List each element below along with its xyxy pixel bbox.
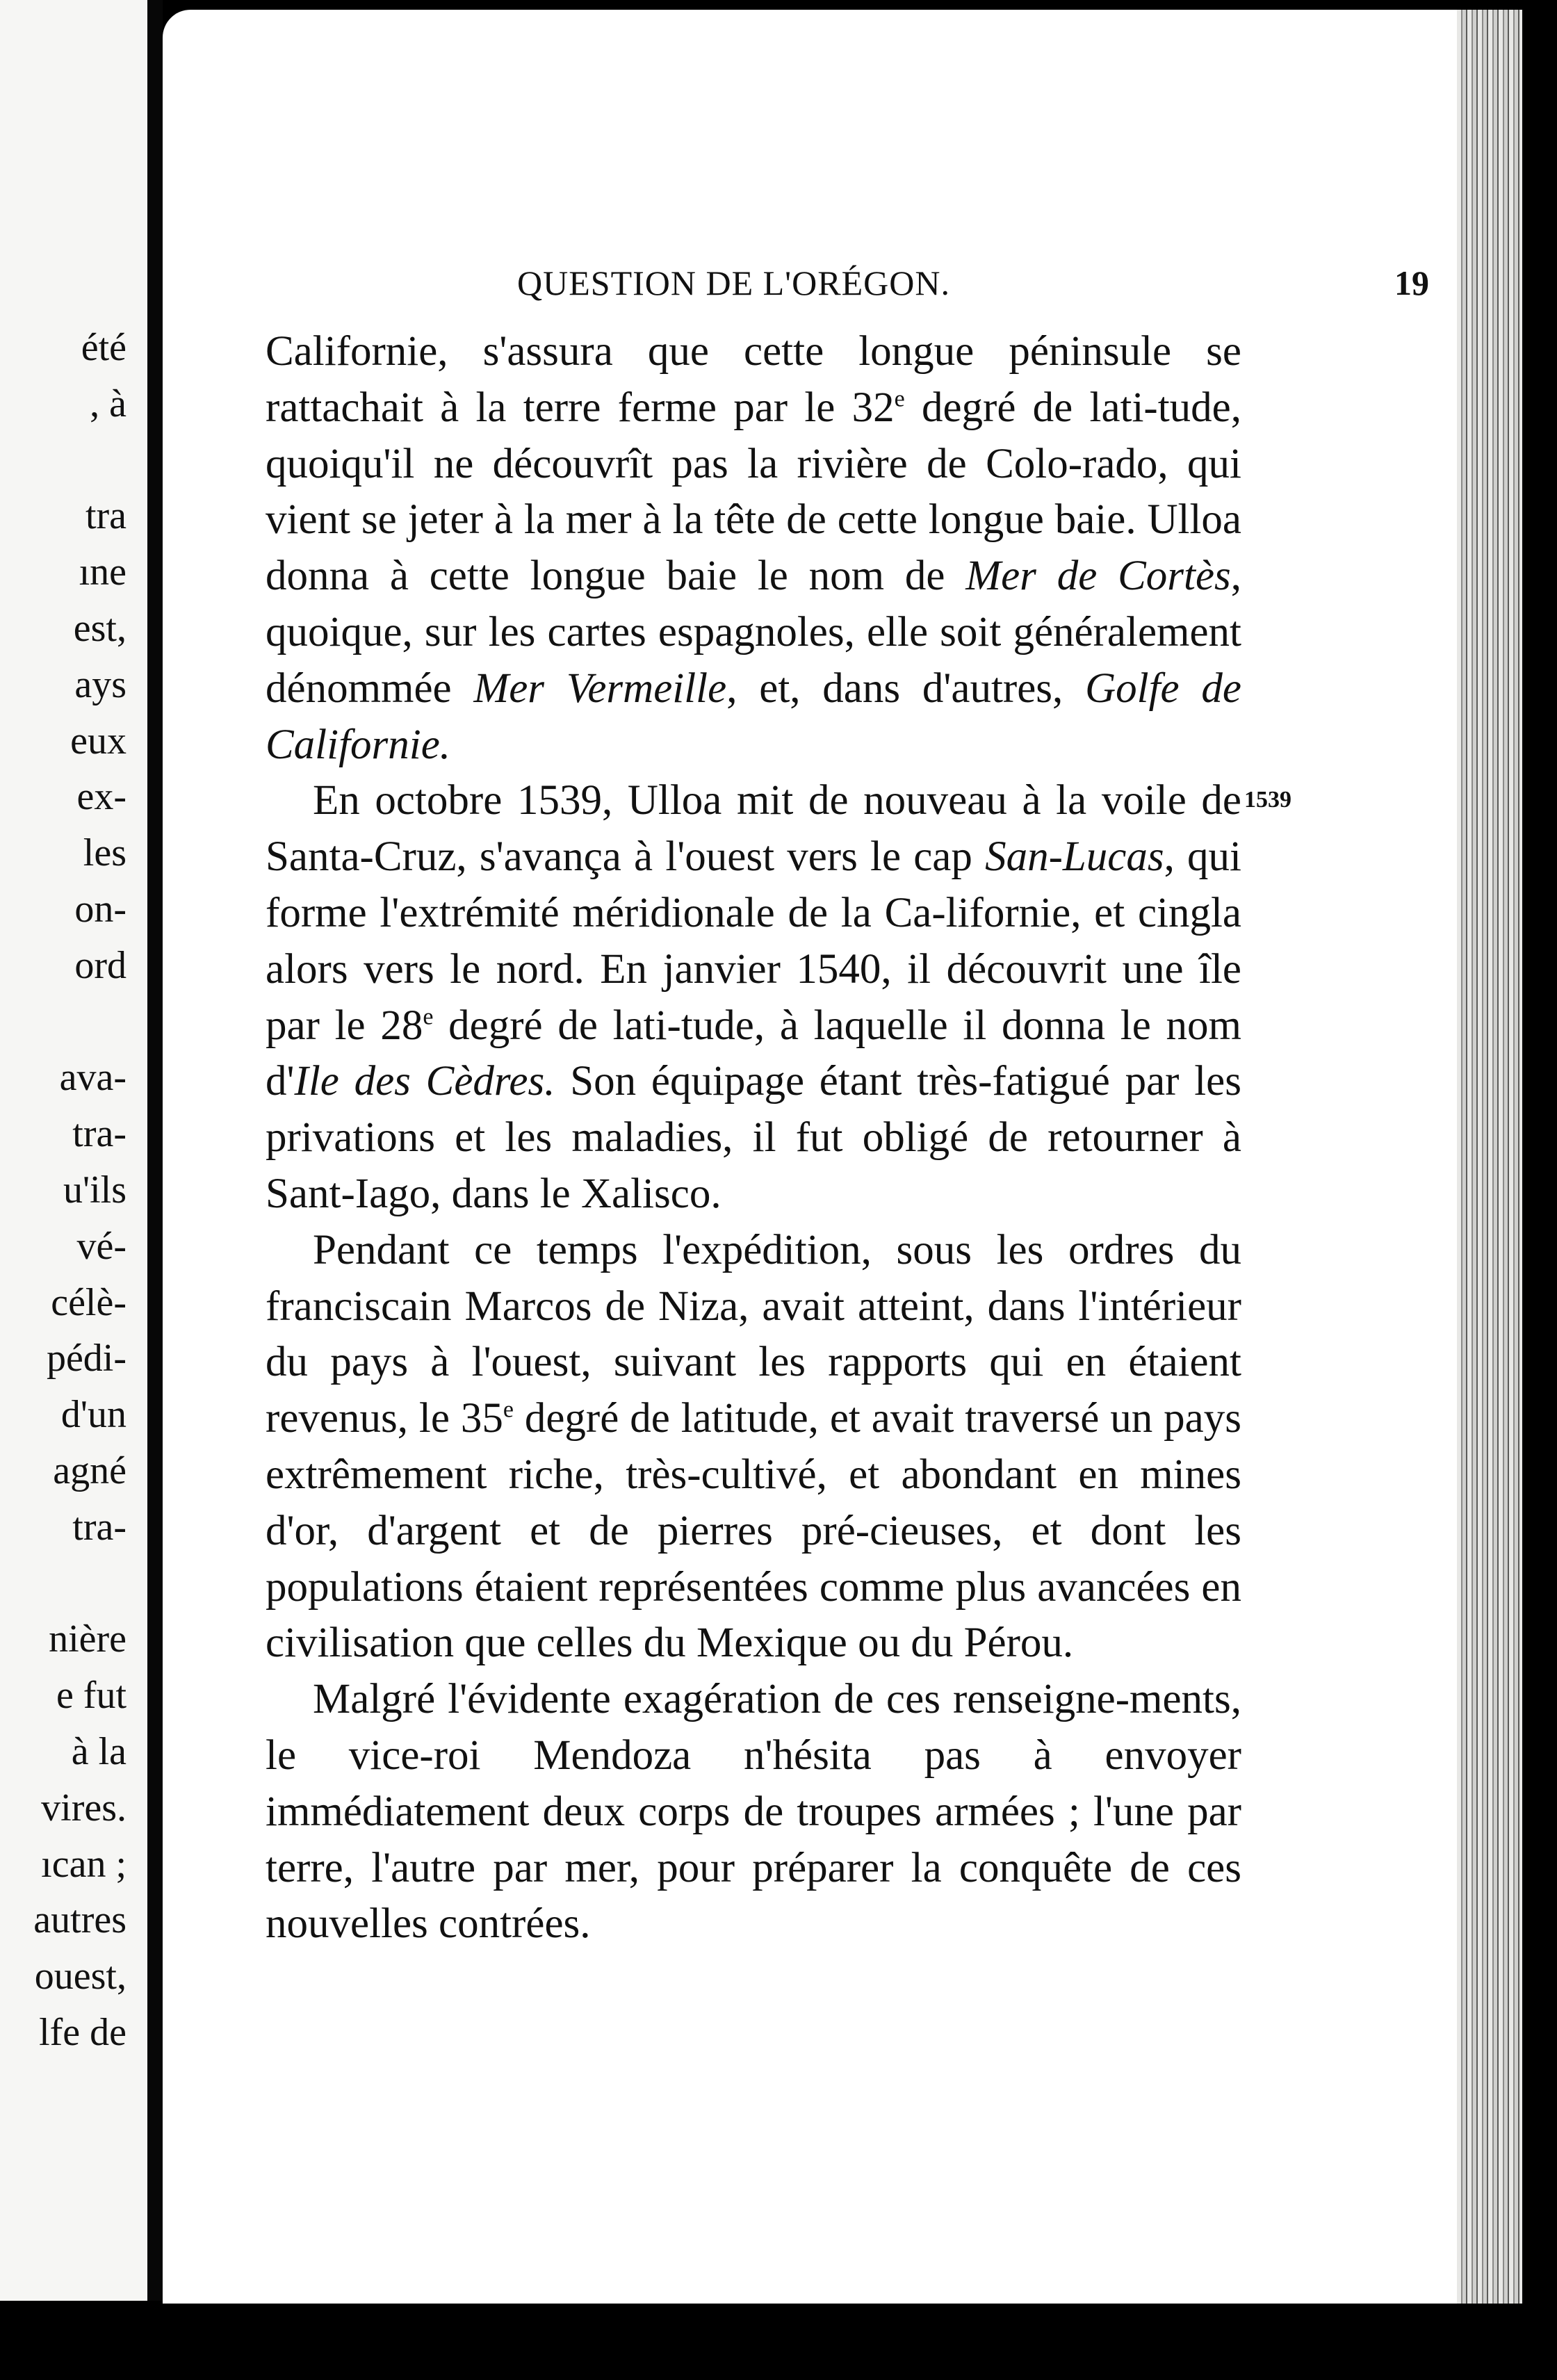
body-text: [266, 324, 1241, 1953]
previous-page-line: ava-: [59, 1056, 127, 1100]
previous-page-line: agné: [53, 1449, 127, 1492]
previous-page-line: autres: [33, 1898, 127, 1942]
previous-page-line: ıcan ;: [41, 1842, 127, 1886]
p4-text: Malgré l'évidente exagération de ces renseigne-ments, le vice-roi Mendoza n'hésita pas à envoyer immédiatement deux corps de troupes armées ; l'une par terre, l'autre par mer, pour préparer la conquête de ces nouvelles contrées.: [266, 1676, 1241, 1948]
p1-text-d: , et, dans d'autres,: [726, 665, 1086, 712]
paragraph-4: [266, 1672, 1241, 1953]
p1-italic-mer-vermeille: Mer Vermeille: [473, 665, 727, 712]
previous-page-line: tra-: [72, 1112, 127, 1156]
previous-page-line: été: [81, 326, 127, 369]
scan-bottom-strip: [0, 2304, 1557, 2380]
p1-italic-golfe: Golfe de Californie.: [266, 665, 1241, 768]
p3-text-b: degré de latitude, et avait traversé un pays extrêmement riche, très-cultivé, et abondant en mines d'or, d'argent et de pierres pré-cieuses, et dont les populations étaient représentées comme plus avancées en civilisation que celles du Mexique ou du Pérou.: [266, 1395, 1241, 1667]
previous-page-line: ays: [74, 662, 127, 706]
previous-page-line: u'ils: [63, 1168, 127, 1212]
previous-page-line: e fut: [56, 1674, 127, 1718]
margin-note-year: 1539: [1244, 787, 1291, 813]
p3-sup: e: [503, 1396, 514, 1423]
p2-text-a: En octobre 1539, Ulloa mit de nouveau à la voile de Santa-Cruz, s'avança à l'ouest vers le cap: [266, 777, 1241, 881]
previous-page-line: célè-: [51, 1280, 127, 1324]
paragraph-2: [266, 773, 1241, 1222]
p1-italic-mer-de-cortes: Mer de Cortès: [965, 553, 1231, 600]
p1-text-c: , quoique, sur les cartes espagnoles, elle soit généralement dénommée: [266, 553, 1242, 712]
previous-page-line: est,: [73, 607, 127, 650]
previous-page-line: à la: [71, 1730, 127, 1773]
previous-page-line: vires.: [41, 1786, 127, 1829]
previous-page-line: d'un: [60, 1393, 127, 1437]
p2-sup: e: [423, 1004, 434, 1030]
paragraph-3: [266, 1223, 1241, 1672]
p2-text-c: degré de lati-tude, à laquelle il donna le nom d': [266, 1002, 1241, 1105]
p1-text-b: degré de lati-tude, quoiqu'il ne découvrît pas la rivière de Colo-rado, qui vient se jeter à la mer à la tête de cette longue baie. Ulloa donna à cette longue baie le nom de: [266, 384, 1241, 600]
previous-page-line: on-: [74, 888, 127, 931]
p2-italic-ile-des-cedres: Ile des Cèdres.: [294, 1058, 555, 1105]
previous-page-line: tra-: [72, 1505, 127, 1549]
p2-text-d: Son équipage étant très-fatigué par les privations et les maladies, il fut obligé de retourner à Sant-Iago, dans le Xalisco.: [266, 1058, 1241, 1217]
p3-text-a: Pendant ce temps l'expédition, sous les ordres du franciscain Marcos de Niza, avait atteint, dans l'intérieur du pays à l'ouest, suivant les rapports qui en étaient revenus, le 35: [266, 1226, 1241, 1442]
p2-text-b: , qui forme l'extrémité méridionale de la Ca-lifornie, et cingla alors vers le nord. En janvier 1540, il découvrit une île par le 28: [266, 833, 1242, 1049]
p1-sup: e: [894, 386, 905, 412]
book-page: [163, 10, 1457, 2304]
previous-page-line: ex-: [76, 775, 127, 819]
previous-page-line: , à: [90, 382, 127, 425]
page-edges: [1457, 10, 1522, 2304]
previous-page-edge: [0, 0, 147, 2301]
previous-page-line: lfe de: [39, 2011, 127, 2054]
previous-page-line: vé-: [76, 1224, 127, 1268]
running-title: QUESTION DE L'ORÉGON.: [517, 263, 951, 302]
p2-italic-san-lucas: San-Lucas: [985, 833, 1164, 881]
previous-page-line: ord: [74, 943, 127, 987]
previous-page-line: tra: [85, 494, 127, 538]
previous-page-line: eux: [70, 719, 127, 763]
previous-page-line: les: [83, 831, 127, 875]
p1-text-a: Californie, s'assura que cette longue péninsule se rattachait à la terre ferme par le 32: [266, 328, 1241, 431]
previous-page-line: nière: [49, 1617, 127, 1661]
paragraph-1: [266, 324, 1241, 773]
previous-page-line: pédi-: [46, 1337, 127, 1380]
book-gutter: [147, 0, 163, 2301]
page-number: 19: [1394, 263, 1429, 302]
previous-page-line: ouest,: [34, 1955, 127, 1998]
running-header: [163, 263, 1457, 311]
previous-page-line: ıne: [79, 551, 127, 594]
